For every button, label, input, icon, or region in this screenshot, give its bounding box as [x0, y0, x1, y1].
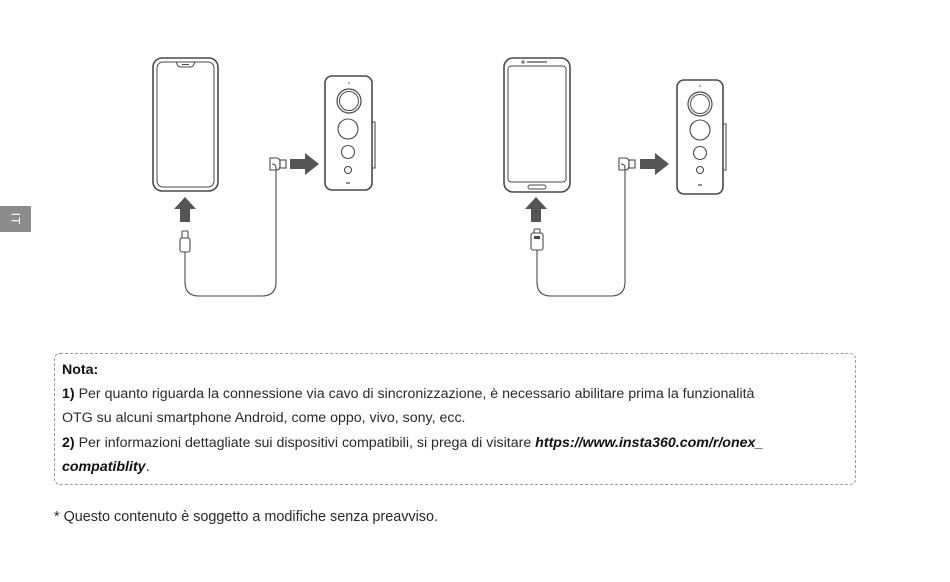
compatibility-link-continued[interactable]: compatiblity: [62, 458, 146, 475]
disclaimer-footnote: * Questo contenuto è soggetto a modifiche senza preavviso.: [54, 509, 438, 525]
android-phone-icon: [504, 58, 570, 192]
note-item-2-number: 2): [62, 434, 75, 451]
lightning-cable-icon: [180, 158, 286, 296]
note-item-2-end: .: [145, 458, 150, 475]
note-item-2: [62, 431, 849, 479]
arrow-right-icon: [640, 153, 669, 175]
note-item-1-text: Per quanto riguarda la connessione via cavo di sincronizzazione, è necessario abilitare prima la funzionalità: [78, 386, 755, 403]
language-side-tab-label: IT: [8, 212, 23, 226]
usb-c-cable-icon: [531, 158, 635, 296]
note-item-2-text: Per informazioni dettagliate sui dispositivi compatibili, si prega di visitare: [78, 434, 532, 451]
note-title: Nota:: [62, 362, 99, 378]
note-item-1-number: 1): [62, 386, 75, 403]
arrow-up-icon: [174, 197, 196, 222]
note-item-1-text-continued: OTG su alcuni smartphone Android, come oppo, vivo, sony, ecc.: [62, 410, 466, 427]
note-box: [54, 353, 856, 485]
note-item-1: [62, 382, 849, 430]
iphone-icon: [153, 58, 218, 191]
compatibility-link[interactable]: https://www.insta360.com/r/onex_: [535, 434, 764, 451]
camera-icon: [325, 76, 375, 190]
arrow-up-icon: [525, 197, 547, 222]
camera-icon: [677, 80, 726, 194]
arrow-right-icon: [290, 153, 319, 175]
